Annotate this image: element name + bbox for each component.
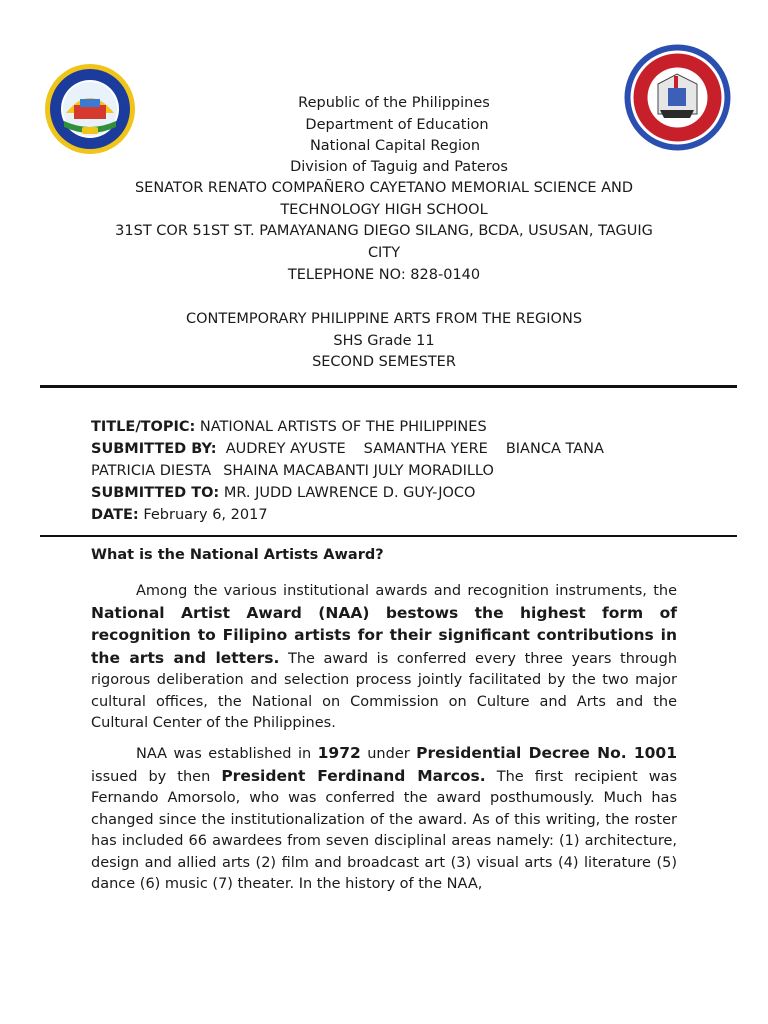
- submitted-to-line: [91, 482, 711, 504]
- submitted-by-line: [91, 438, 711, 460]
- p2-bold-decree: Presidential Decree No. 1001: [416, 744, 677, 762]
- p1-bold: National Artist Award (NAA) bestows the highest form of recognition to Filipino artists for their significant contributions in the arts and letters.: [91, 603, 677, 667]
- p1-text: The award is conferred every three years through rigorous deliberation and selection process jointly facilitated by the two major cultural offices, the National on Commission on Culture and Arts and the Cultural Center of the Philippines.: [91, 650, 678, 731]
- p2-text: issued by then: [91, 768, 222, 785]
- paragraph-1: [91, 581, 677, 735]
- submitter-name: SAMANTHA YERE: [363, 441, 488, 457]
- header-line-division: Division of Taguig and Pateros: [290, 159, 508, 175]
- submitter-name: BIANCA TANA: [505, 441, 604, 457]
- submitter-name: JULY MORADILLO: [373, 463, 494, 479]
- school-name-line2: TECHNOLOGY HIGH SCHOOL: [280, 202, 488, 218]
- header-line-republic: Republic of the Philippines: [298, 95, 490, 111]
- paragraph-2: [91, 743, 677, 896]
- p1-text: Among the various institutional awards and recognition instruments, the: [136, 583, 677, 599]
- subject-title: CONTEMPORARY PHILIPPINE ARTS FROM THE REGIONS: [185, 311, 583, 327]
- submitted-to-value: MR. JUDD LAWRENCE D. GUY-JOCO: [219, 485, 476, 501]
- date-label: DATE:: [91, 507, 139, 523]
- school-address-line2: CITY: [367, 245, 401, 261]
- date-line: [91, 504, 711, 526]
- p2-bold-year: 1972: [317, 744, 361, 762]
- school-address-line1: 31ST COR 51ST ST. PAMAYANANG DIEGO SILANG, BCDA, USUSAN, TAGUIG: [115, 223, 653, 239]
- submitted-by-label: SUBMITTED BY:: [91, 441, 217, 457]
- title-topic-line: [91, 416, 711, 438]
- submitted-to-label: SUBMITTED TO:: [91, 485, 220, 501]
- p2-bold-president: President Ferdinand Marcos.: [221, 766, 486, 785]
- header-line-deped: Department of Education: [305, 117, 489, 133]
- school-telephone: TELEPHONE NO: 828-0140: [287, 267, 481, 283]
- topic-label: TITLE/TOPIC:: [91, 419, 196, 435]
- divider-bottom: [40, 535, 737, 537]
- submitter-name: PATRICIA DIESTA: [91, 463, 212, 479]
- p2-text: NAA was established in: [136, 746, 318, 762]
- submitter-name: SHAINA MACABANTI: [223, 463, 369, 479]
- section-heading: What is the National Artists Award?: [91, 547, 384, 563]
- subject-semester: SECOND SEMESTER: [312, 354, 456, 370]
- submitter-name: AUDREY AYUSTE: [225, 441, 346, 457]
- p2-text: under: [360, 746, 417, 762]
- topic-value: NATIONAL ARTISTS OF THE PHILIPPINES: [195, 419, 487, 435]
- subject-grade: SHS Grade 11: [333, 333, 435, 349]
- date-value: February 6, 2017: [138, 507, 268, 523]
- submitters-line2: [91, 460, 711, 482]
- p2-text: The first recipient was Fernando Amorsolo, who was conferred the award posthumously. Much has changed since the institutionalization of the award. As of this writing, the roster has included 66 awardees from seven disciplinal areas namely: (1) architecture, design and allied arts (2) film and broadcast art (3) visual arts (4) literature (5) dance (6) music (7) theater. In the history of the NAA,: [91, 768, 677, 892]
- header-line-region: National Capital Region: [309, 138, 481, 154]
- school-name-line1: SENATOR RENATO COMPAÑERO CAYETANO MEMORIAL SCIENCE AND: [134, 180, 634, 196]
- divider-top: [40, 385, 737, 388]
